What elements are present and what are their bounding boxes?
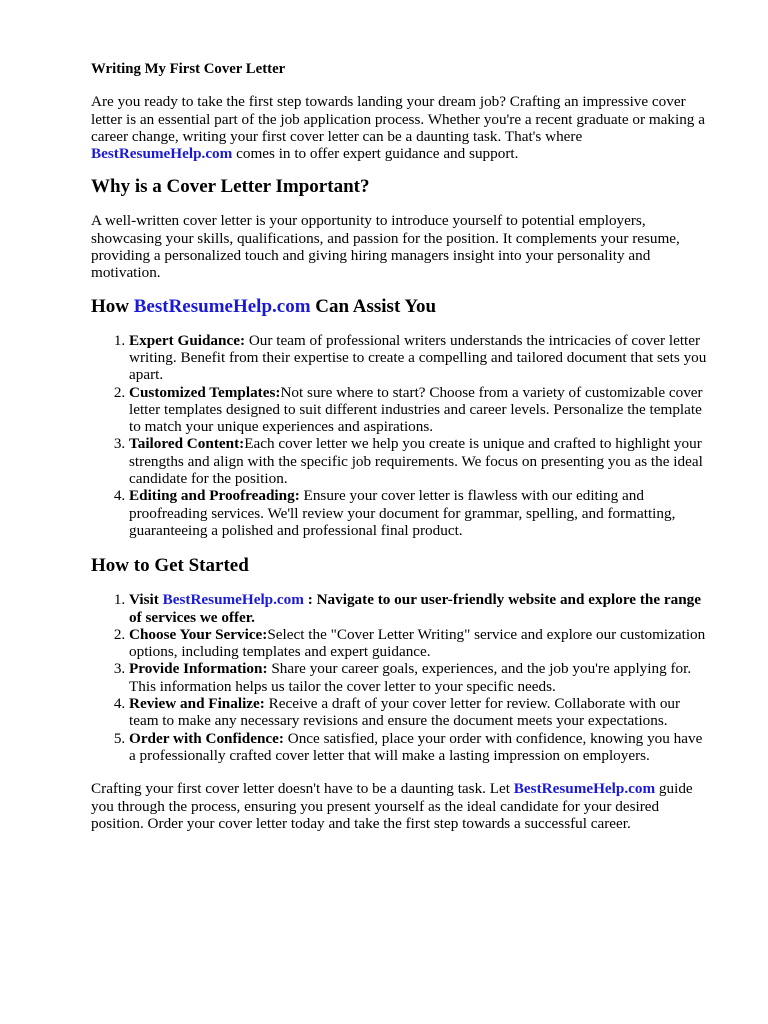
list-item [129,591,708,626]
document-title: Writing My First Cover Letter [91,61,286,77]
list-item-text: Receive a draft of your cover letter for review. Collaborate with our team to make any necessary revisions and ensure the document meets your expectations. [129,695,681,730]
assist-heading-start: How [91,295,134,317]
assist-heading [91,296,708,318]
list-item-label: Expert Guidance: [129,331,246,349]
list-item [129,384,708,436]
list-item-text: Share your career goals, experiences, and the job you're applying for. This information helps us tailor the cover letter to your specific needs. [129,660,692,695]
assist-heading-end: Can Assist You [310,295,437,317]
list-item-label: Order with Confidence: [129,729,284,747]
steps-list [91,591,708,764]
closing-text-start: Crafting your first cover letter doesn't have to be a daunting task. Let [91,780,514,798]
closing-text-end: guide you through the process, ensuring you present yourself as the ideal candidate for your desired position. Order your cover letter today and take the first step towards a successful career. [91,780,693,832]
closing-link[interactable]: BestResumeHelp.com [513,780,656,798]
visit-link[interactable]: BestResumeHelp.com [162,591,304,609]
intro-paragraph [91,93,708,162]
list-item [129,332,708,384]
list-item-text: Not sure where to start? Choose from a variety of customizable cover letter templates designed to suit different industries and career levels. Personalize the template to match your unique experiences and aspirations. [129,383,703,436]
started-heading: How to Get Started [91,555,249,577]
list-item [129,730,708,765]
list-item-label: Choose Your Service: [129,625,268,643]
assist-list [91,332,708,540]
list-item-text: Our team of professional writers understands the intricacies of cover letter writing. Benefit from their expertise to create a compelling and tailored document that sets you apart. [129,331,707,384]
intro-text-end: comes in to offer expert guidance and support. [232,145,519,163]
list-item-label: Provide Information: [129,660,268,678]
list-item [129,626,708,661]
list-item-label: Editing and Proofreading: [129,487,300,505]
list-item [129,435,708,487]
list-item-label: Customized Templates: [129,383,281,401]
assist-heading-link[interactable]: BestResumeHelp.com [133,295,311,317]
list-item-text: Ensure your cover letter is flawless with our editing and proofreading services. We'll review your document for grammar, spelling, and formatting, guaranteeing a polished and professional final product. [129,487,676,539]
why-heading: Why is a Cover Letter Important? [91,176,370,198]
list-item-label: Visit [129,591,159,609]
list-item-text: Each cover letter we help you create is unique and crafted to highlight your strengths and align with the specific job requirements. We focus on presenting you as the ideal candidate for the position. [129,435,703,488]
why-paragraph: A well-written cover letter is your opportunity to introduce yourself to potential employers, showcasing your skills, qualifications, and passion for the position. It complements your resume, providing a personalized touch and giving hiring managers insight into your personality and motivation. [91,212,680,282]
intro-link[interactable]: BestResumeHelp.com [91,145,233,163]
list-item-text: : Navigate to our user-friendly website and explore the range of services we offer. [129,591,701,626]
list-item [129,487,708,539]
list-item-label: Review and Finalize: [129,695,265,713]
list-item [129,660,708,695]
list-item-text: Select the "Cover Letter Writing" service and explore our customization options, including templates and expert guidance. [129,625,706,661]
intro-text-start: Are you ready to take the first step towards landing your dream job? Crafting an impressive cover letter is an essential part of the job application process. Whether you're a recent graduate or making a career change, writing your first cover letter can be a daunting task. That's where [91,93,705,145]
list-item-label: Tailored Content: [129,435,245,453]
list-item [129,695,708,730]
list-item-text: Once satisfied, place your order with confidence, knowing you have a professionally crafted cover letter that will make a lasting impression on employers. [129,729,703,764]
closing-paragraph [91,780,708,832]
